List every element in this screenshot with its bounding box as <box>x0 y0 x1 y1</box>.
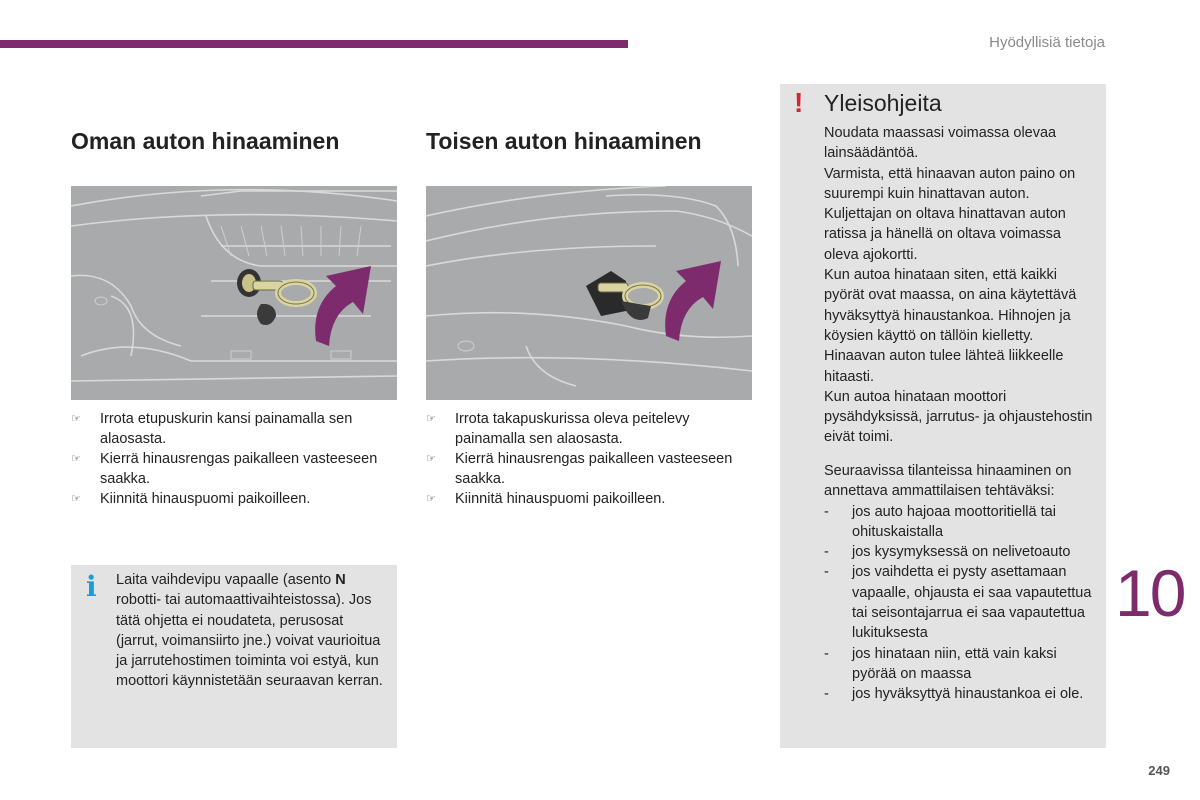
list-item: ☞ Kiinnitä hinauspuomi paikoilleen. <box>71 491 311 507</box>
info-note-text: Laita vaihdevipu vapaalle (asento N robotti- tai automaattivaihteistossa). Jos tätä ohjetta ei noudateta, perusosat (jarrut, voimansiirto jne.) voivat vaurioitua ja jarrutehostimen toiminta voi estyä, kun moottori käynnistetään seuraavan kerran. <box>116 572 383 690</box>
list-item: ☞ Kierrä hinausrengas paikalleen vasteeseen saakka. <box>426 451 733 487</box>
list-item: ☞ Kierrä hinausrengas paikalleen vasteeseen saakka. <box>71 451 378 487</box>
professional-cases-list <box>824 502 1099 705</box>
rear-tow-hook-image <box>426 186 752 400</box>
general-instructions-text <box>824 123 1099 448</box>
list-item: - jos auto hajoaa moottoritiellä tai ohituskaistalla <box>824 503 1056 540</box>
warning-icon: ! <box>794 87 804 118</box>
pointing-hand-icon: ☞ <box>426 493 436 505</box>
general-instructions-title: Yleisohjeita <box>824 90 942 116</box>
paragraph: Kuljettajan on oltava hinattavan auton ratissa ja hänellä on oltava voimassa oleva ajokortti. <box>824 206 1066 263</box>
pointing-hand-icon: ☞ <box>71 453 81 465</box>
paragraph: Kun autoa hinataan siten, että kaikki pyörät ovat maassa, on aina käytettävä hyväksyttyä hinaustankoa. Hihnojen ja köysien käyttö on tällöin kielletty. <box>824 267 1077 344</box>
info-icon: i <box>86 570 97 603</box>
list-item: - jos hyväksyttyä hinaustankoa ei ole. <box>824 686 1084 703</box>
own-car-steps-list <box>71 409 401 509</box>
section-color-bar <box>0 40 628 48</box>
chapter-number: 10 <box>1115 556 1185 630</box>
list-item: ☞ Irrota etupuskurin kansi painamalla sen alaosasta. <box>71 411 353 447</box>
pointing-hand-icon: ☞ <box>426 413 436 425</box>
pointing-hand-icon: ☞ <box>71 493 81 505</box>
other-car-steps-list <box>426 409 756 509</box>
title-other-car-towing: Toisen auton hinaaminen <box>426 128 702 154</box>
list-item: ☞ Irrota takapuskurissa oleva peitelevy painamalla sen alaosasta. <box>426 411 690 447</box>
paragraph: Hinaavan auton tulee lähteä liikkeelle hitaasti. <box>824 348 1064 385</box>
page-number: 249 <box>1148 763 1170 778</box>
front-tow-hook-image <box>71 186 397 400</box>
professional-towing-section <box>824 461 1099 705</box>
pointing-hand-icon: ☞ <box>71 413 81 425</box>
list-item: - jos kysymyksessä on nelivetoauto <box>824 544 1071 561</box>
paragraph: Kun autoa hinataan moottori pysähdyksissä, jarrutus- ja ohjaustehostin eivät toimi. <box>824 388 1093 446</box>
paragraph: Noudata maassasi voimassa olevaa lainsäädäntöä. <box>824 125 1057 162</box>
list-item: - jos vaihdetta ei pysty asettamaan vapaalle, ohjausta ei saa vapautettua tai seisontajarrua ei saa vapautettua lukituksesta <box>824 564 1092 642</box>
professional-intro: Seuraavissa tilanteissa hinaaminen on annettava ammattilaisen tehtäväksi: <box>824 463 1072 500</box>
paragraph: Varmista, että hinaavan auton paino on suurempi kuin hinattavan auton. <box>824 165 1076 202</box>
title-own-car-towing: Oman auton hinaaminen <box>71 128 340 154</box>
section-header: Hyödyllisiä tietoja <box>989 34 1105 51</box>
pointing-hand-icon: ☞ <box>426 453 436 465</box>
list-item: - jos hinataan niin, että vain kaksi pyörää on maassa <box>824 645 1057 682</box>
list-item: ☞ Kiinnitä hinauspuomi paikoilleen. <box>426 491 666 507</box>
